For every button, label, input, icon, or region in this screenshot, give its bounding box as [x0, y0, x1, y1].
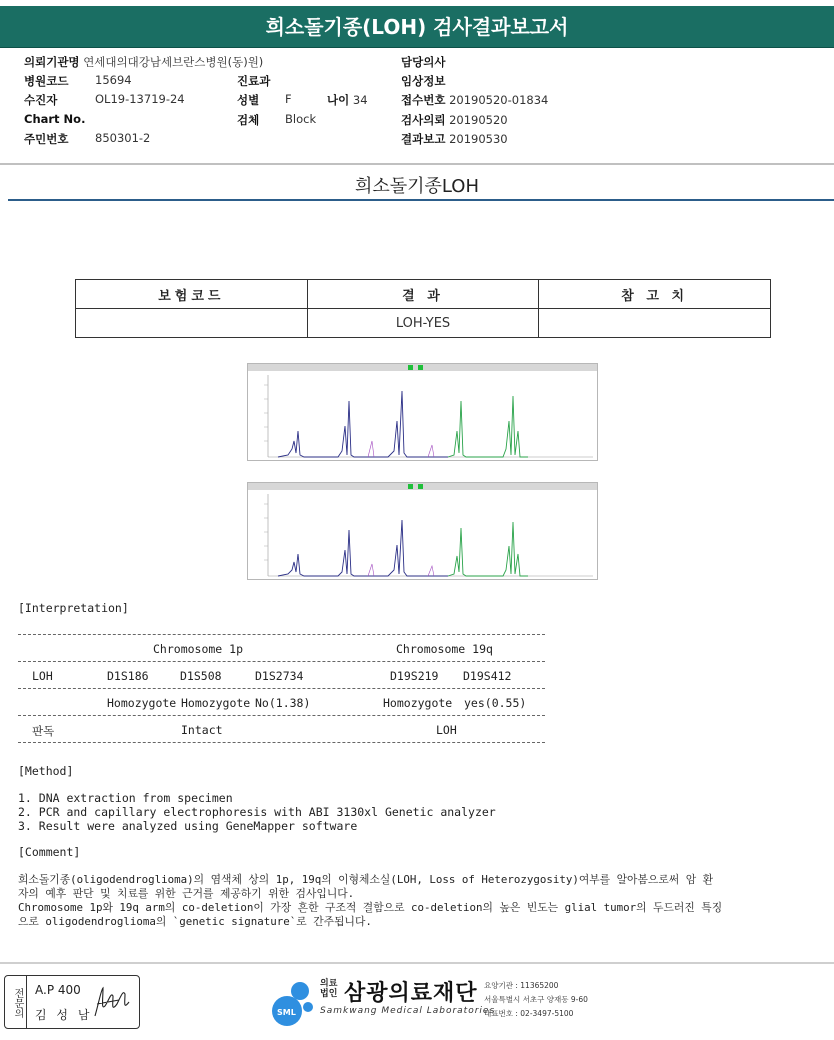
org-eng: Samkwang Medical Laboratories: [320, 1006, 496, 1016]
sml-logo-icon: [270, 979, 314, 1027]
org-code: 요양기관 : 11365200: [484, 981, 559, 990]
org-logo: [270, 975, 610, 1031]
judgement-label: 판독: [32, 724, 55, 738]
signature-box: [4, 975, 140, 1029]
logo-text: SML: [277, 1008, 296, 1017]
dept-label: 진료과: [237, 74, 271, 88]
receipt-label: 접수번호: [401, 93, 446, 107]
loh-row-label: LOH: [32, 669, 53, 683]
cell-reference: [539, 309, 771, 338]
chart-label: Chart No.: [24, 112, 86, 126]
signature-icon: [91, 982, 137, 1024]
hospital-value: 연세대의대강남세브란스병원(동)원): [83, 55, 264, 69]
section-underline: [8, 199, 834, 201]
marker-d19s219: D19S219: [390, 669, 439, 683]
header-reference: 참 고 치: [539, 280, 771, 309]
trace-plot-bottom: [248, 490, 597, 579]
report-date-value: 20190530: [449, 132, 508, 146]
org-address: 서울특별시 서초구 양재동 9-60: [484, 995, 588, 1004]
cell-insurance-code: [76, 309, 308, 338]
status-d1s508: Homozygote: [181, 696, 251, 710]
request-value: 20190520: [449, 113, 508, 127]
id-label: 주민번호: [24, 132, 69, 146]
method-line: 3. Result were analyzed using GeneMapper software: [18, 819, 358, 833]
marker-d1s2734: D1S2734: [255, 669, 304, 683]
divider: [18, 661, 545, 662]
report-date-label: 결과보고: [401, 132, 446, 146]
method-line: 1. DNA extraction from specimen: [18, 791, 233, 805]
sex-label: 성별: [237, 93, 260, 107]
electropherogram-top: [247, 363, 598, 461]
comment-line: 자의 예후 판단 및 치료를 위한 근거를 제공하기 위한 검사입니다.: [18, 887, 355, 900]
receipt-value: 20190520-01834: [449, 93, 549, 107]
judgement-1p: Intact: [181, 723, 223, 737]
divider: [18, 715, 545, 716]
interpretation-heading: [Interpretation]: [18, 601, 129, 615]
marker-d19s412: D19S412: [463, 669, 512, 683]
patient-label: 수진자: [24, 93, 58, 107]
electropherogram-bottom: [247, 482, 598, 580]
org-kind: 의료 법인: [320, 979, 338, 999]
trace-plot-top: [248, 371, 597, 460]
marker-d1s186: D1S186: [107, 669, 149, 683]
doctor-label: 담당의사: [401, 55, 446, 69]
specimen-value: Block: [285, 112, 317, 126]
header-divider: [0, 163, 834, 165]
request-label: 검사의뢰: [401, 113, 446, 127]
method-line: 2. PCR and capillary electrophoresis with ABI 3130xl Genetic analyzer: [18, 805, 496, 819]
code-label: 병원코드: [24, 74, 69, 88]
footer-divider: [0, 962, 834, 964]
chromosome-1p-label: Chromosome 1p: [153, 642, 244, 656]
comment-heading: [Comment]: [18, 845, 81, 859]
id-value: 850301-2: [95, 131, 151, 145]
code-value: 15694: [95, 73, 132, 87]
judgement-19q: LOH: [436, 723, 457, 737]
org-name: 삼광의료재단: [344, 981, 478, 1006]
clinical-label: 임상정보: [401, 74, 446, 88]
divider: [18, 688, 545, 689]
sex-value: F: [285, 92, 292, 106]
status-d1s186: Homozygote: [107, 696, 177, 710]
method-heading: [Method]: [18, 764, 74, 778]
result-table: [75, 279, 771, 338]
divider: [18, 634, 545, 635]
chromosome-19q-label: Chromosome 19q: [396, 642, 493, 656]
status-d19s412: yes(0.55): [464, 696, 527, 710]
patient-value: OL19-13719-24: [95, 92, 185, 106]
ap-number: A.P 400: [35, 983, 81, 997]
divider: [18, 742, 545, 743]
age-value: 34: [352, 93, 368, 107]
cell-result: LOH-YES: [307, 309, 539, 338]
section-title: 희소돌기종LOH: [354, 176, 480, 197]
marker-d1s508: D1S508: [180, 669, 222, 683]
report-title: 희소돌기종(LOH) 검사결과보고서: [0, 6, 834, 48]
status-d1s2734: No(1.38): [255, 696, 311, 710]
specialist-label: 전문의: [5, 976, 27, 1028]
age-label: 나이: [327, 93, 350, 107]
status-d19s219: Homozygote: [383, 696, 453, 710]
hospital-label: 의뢰기관명: [24, 55, 80, 69]
org-phone: 대표번호 : 02-3497-5100: [484, 1009, 574, 1018]
doctor-name: 김 성 남: [35, 1008, 93, 1022]
comment-line: 으로 oligodendroglioma의 `genetic signature`로 간주됩니다.: [18, 915, 372, 928]
specimen-label: 검체: [237, 113, 260, 127]
header-insurance-code: 보험코드: [76, 280, 308, 309]
comment-line: Chromosome 1p와 19q arm의 co-deletion이 가장 흔한 구조적 결함으로 co-deletion의 높은 빈도는 glial tumor의 두드러진 특징: [18, 901, 723, 914]
comment-line: 희소돌기종(oligodendroglioma)의 염색체 상의 1p, 19q의 이형체소실(LOH, Loss of Heterozygosity)여부를 알아봄으로써 암 환: [18, 873, 714, 886]
header-result: 결 과: [307, 280, 539, 309]
